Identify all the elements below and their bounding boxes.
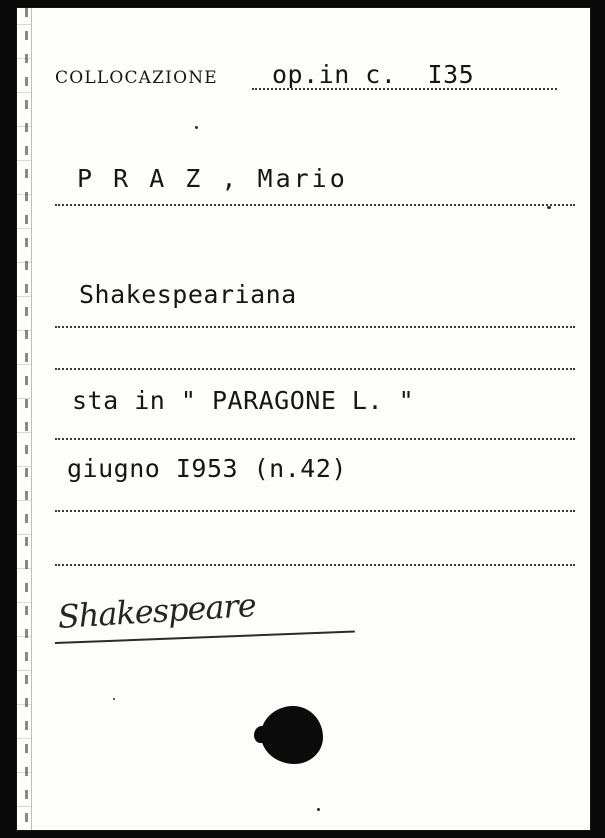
rule-title [55,326,575,328]
title-text: Shakespeariana [79,280,297,309]
shelfmark-label: COLLOCAZIONE [55,68,218,88]
rule-source [55,438,575,440]
edge-noise [25,8,28,830]
card-paper [17,8,590,830]
rule-issue [55,510,575,512]
rule-blank-1 [55,368,575,370]
rule-blank-2 [55,564,575,566]
issue-text: giugno I953 (n.42) [67,454,347,483]
rule-shelfmark [252,88,557,90]
ink-blot [261,706,323,764]
scan-speck [547,206,551,209]
scan-speck [195,126,198,129]
scan-speck [113,698,115,700]
shelfmark-value: op.in c. I35 [272,60,475,89]
subject-handwritten: Shakespeare [56,585,257,636]
author-name: P R A Z , Mario [77,164,348,193]
rule-author [55,204,575,206]
scan-speck [317,808,320,811]
source-text: sta in " PARAGONE L. " [72,386,415,415]
